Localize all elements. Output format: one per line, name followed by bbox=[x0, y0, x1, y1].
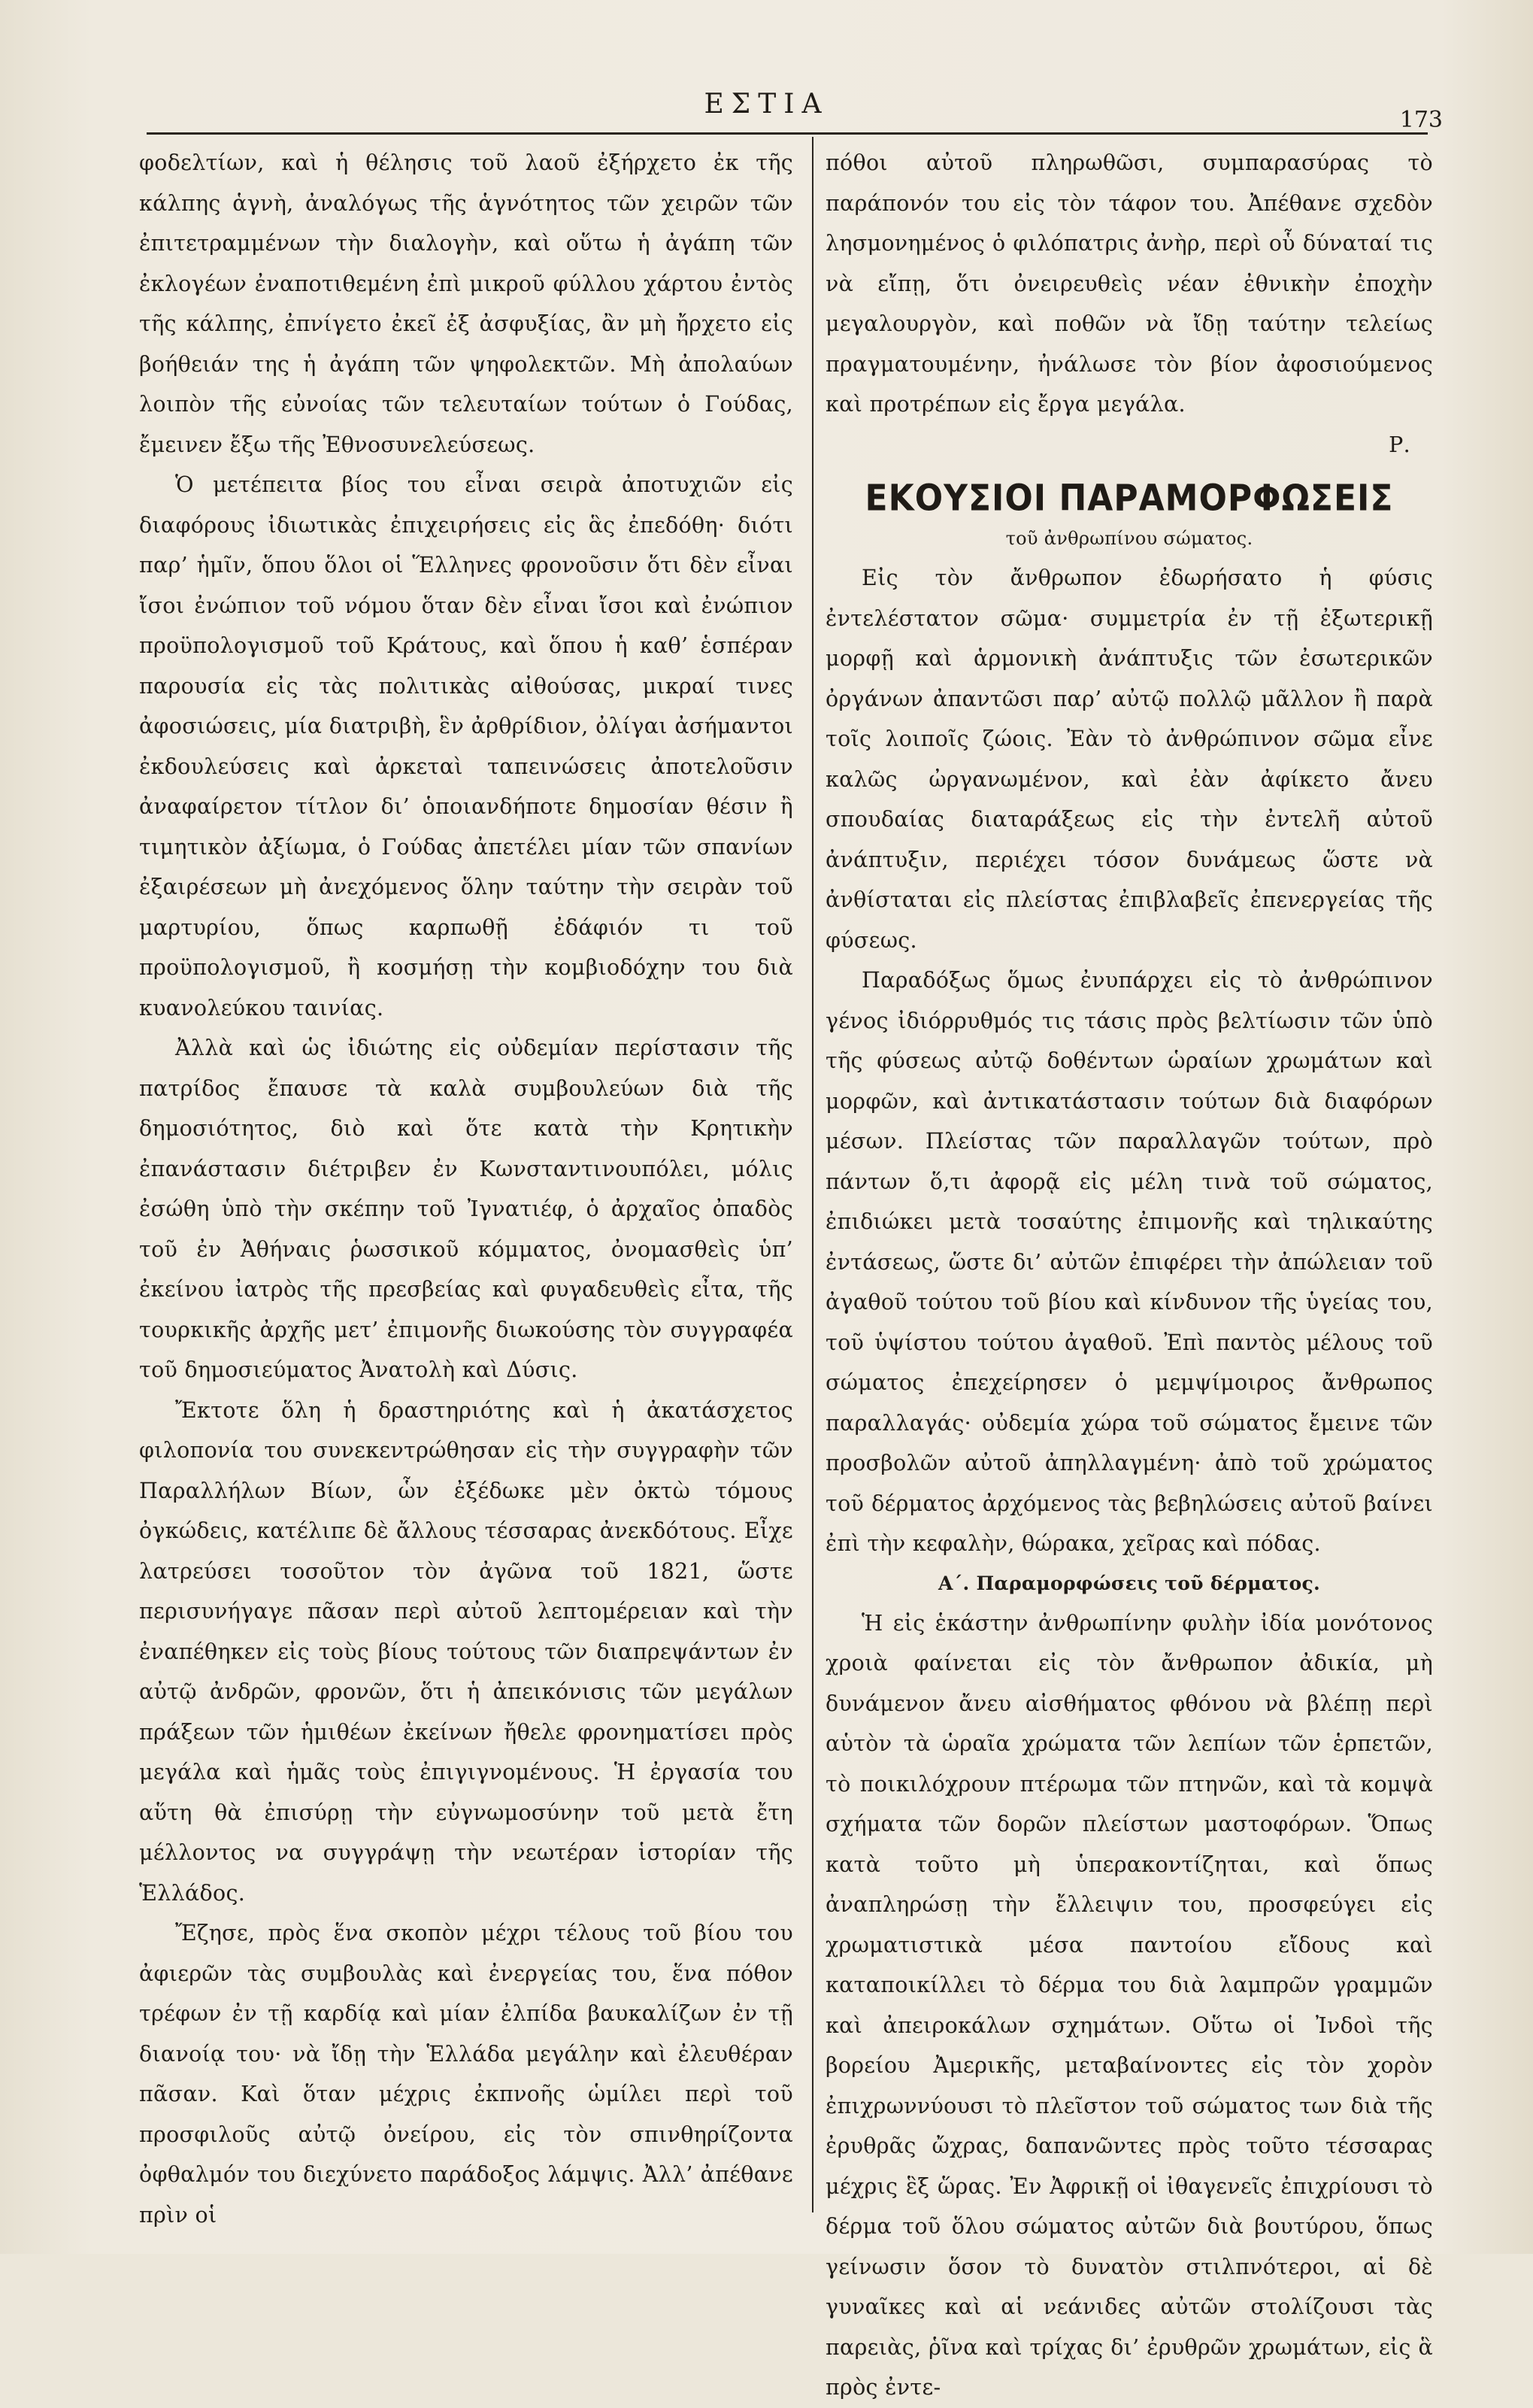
paragraph: φοδελτίων, καὶ ἡ θέλησις τοῦ λαοῦ ἐξήρχετο ἐκ τῆς κάλπης ἁγνὴ, ἀναλόγως τῆς ἁγνότητος τῶν χειρῶν τῶν ἐπιτετραμμένων τὴν διαλογὴν, καὶ οὕτω ἡ ἀγάπη τῶν ἐκλογέων ἐναποτιθεμένη ἐπὶ μικροῦ φύλλου χάρτου ἐντὸς τῆς κάλπης, ἐπνίγετο ἐκεῖ ἐξ ἀσφυξίας, ἂν μὴ ἤρχετο εἰς βοήθειάν της ἡ ἀγάπη τῶν ψηφολεκτῶν. Μὴ ἀπολαύων λοιπὸν τῆς εὐνοίας τῶν τελευταίων τούτων ὁ Γούδας, ἔμεινεν ἔξω τῆς Ἐθνοσυνελεύσεως. bbox=[139, 150, 793, 457]
section-heading: Α΄. Παραμορφώσεις τοῦ δέρματος. bbox=[938, 1572, 1320, 1594]
left-column bbox=[139, 143, 793, 2228]
page-number: 173 bbox=[1399, 107, 1443, 133]
paragraph: Εἰς τὸν ἄνθρωπον ἐδωρήσατο ἡ φύσις ἐντελέστατον σῶμα· συμμετρία ἐν τῇ ἐξωτερικῇ μορφῇ καὶ ἁρμονικὴ ἀνάπτυξις τῶν ἐσωτερικῶν ὀργάνων ἀπαντῶσι παρ’ αὐτῷ πολλῷ μᾶλλον ἢ παρὰ τοῖς λοιποῖς ζώοις. Ἐὰν τὸ ἀνθρώπινον σῶμα εἶνε καλῶς ὠργανωμένον, καὶ ἐὰν ἀφίκετο ἄνευ σπουδαίας διαταράξεως εἰς τὴν ἐντελῆ αὐτοῦ ἀνάπτυξιν, περιέχει τόσον δυνάμεως ὥστε νὰ ἀνθίσταται εἰς πλείστας ἐπιβλαβεῖς ἐπενεργείας τῆς φύσεως. bbox=[826, 566, 1433, 953]
article-subtitle: τοῦ ἀνθρωπίνου σώματος. bbox=[1005, 528, 1253, 549]
running-head: ΕΣΤΙΑ bbox=[704, 89, 829, 120]
paragraph: Ἔζησε, πρὸς ἕνα σκοπὸν μέχρι τέλους τοῦ βίου του ἀφιερῶν τὰς συμβουλὰς καὶ ἐνεργείας του, ἕνα πόθον τρέφων ἐν τῇ καρδίᾳ καὶ μίαν ἐλπίδα βαυκαλίζων ἐν τῇ διανοίᾳ του· νὰ ἴδῃ τὴν Ἑλλάδα μεγάλην καὶ ἐλευθέραν πᾶσαν. Καὶ ὅταν μέχρις ἐκπνοῆς ὡμίλει περὶ τοῦ προσφιλοῦς αὐτῷ ὀνείρου, εἰς τὸν σπινθηρίζοντα ὀφθαλμόν του διεχύνετο παράδοξος λάμψις. Ἀλλ’ ἀπέθανε πρὶν οἱ bbox=[139, 1921, 793, 2228]
paragraph: Παραδόξως ὅμως ἐνυπάρχει εἰς τὸ ἀνθρώπινον γένος ἰδιόρρυθμός τις τάσις πρὸς βελτίωσιν τῶν ὑπὸ τῆς φύσεως αὐτῷ δοθέντων ὡραίων χρωμάτων καὶ μορφῶν, καὶ ἀντικατάστασιν τούτων διὰ διαφόρων μέσων. Πλείστας τῶν παραλλαγῶν τούτων, πρὸ πάντων ὅ,τι ἀφορᾷ εἰς μέλη τινὰ τοῦ σώματος, ἐπιδιώκει μετὰ τοσαύτης ἐπιμονῆς καὶ τηλικαύτης ἐντάσεως, ὥστε δι’ αὐτῶν ἐπιφέρει τὴν ἀπώλειαν τοῦ ἀγαθοῦ τούτου τοῦ βίου καὶ κίνδυνον τῆς ὑγείας του, τοῦ ὑψίστου τούτου ἀγαθοῦ. Ἐπὶ παντὸς μέλους τοῦ σώματος ἐπεχείρησεν ὁ μεμψίμοιρος ἄνθρωπος παραλλαγάς· οὐδεμία χώρα τοῦ σώματος ἔμεινε τῶν προσβολῶν αὐτοῦ ἀπηλλαγμένη· ἀπὸ τοῦ χρώματος τοῦ δέρματος ἀρχόμενος τὰς βεβηλώσεις αὐτοῦ βαίνει ἐπὶ τὴν κεφαλὴν, θώρακα, χεῖρας καὶ πόδας. bbox=[826, 968, 1433, 1556]
continuation-paragraph: πόθοι αὐτοῦ πληρωθῶσι, συμπαρασύρας τὸ παράπονόν του εἰς τὸν τάφον του. Ἀπέθανε σχεδὸν λησμονημένος ὁ φιλόπατρις ἀνὴρ, περὶ οὗ δύναταί τις νὰ εἴπῃ, ὅτι ὀνειρευθεὶς νέαν ἐθνικὴν ἐποχὴν μεγαλουργὸν, καὶ ποθῶν νὰ ἴδῃ ταύτην τελείως πραγματουμένην, ἠνάλωσε τὸν βίον ἀφοσιούμενος καὶ προτρέπων εἰς ἔργα μεγάλα. bbox=[826, 150, 1433, 417]
paragraph: Ὁ μετέπειτα βίος του εἶναι σειρὰ ἀποτυχιῶν εἰς διαφόρους ἰδιωτικὰς ἐπιχειρήσεις εἰς ἃς ἐπεδόθη· διότι παρ’ ἡμῖν, ὅπου ὅλοι οἱ Ἕλληνες φρονοῦσιν ὅτι δὲν εἶναι ἴσοι ἐνώπιον τοῦ νόμου ὅταν δὲν εἶναι ἴσοι καὶ ἐνώπιον προϋπολογισμοῦ τοῦ Κράτους, καὶ ὅπου ἡ καθ’ ἑσπέραν παρουσία εἰς τὰς πολιτικὰς αἰθούσας, μικραί τινες ἀφοσιώσεις, μία διατριβὴ, ἓν ἀρθρίδιον, ὀλίγαι ἀσήμαντοι ἐκδουλεύσεις καὶ ἀρκεταὶ ταπεινώσεις ἀποτελοῦσιν ἀναφαίρετον τίτλον δι’ ὁποιανδήποτε δημοσίαν θέσιν ἢ τιμητικὸν ἀξίωμα, ὁ Γούδας ἀπετέλει μίαν τῶν σπανίων ἐξαιρέσεων μὴ ἀνεχόμενος ὅλην ταύτην τὴν σειρὰν τοῦ μαρτυρίου, ὅπως καρπωθῇ ἐδάφιόν τι τοῦ προϋπολογισμοῦ, ἢ κοσμήσῃ τὴν κομβιοδόχην του διὰ κυανολεύκου ταινίας. bbox=[139, 472, 793, 1021]
article-title: ΕΚΟΥΣΙΟΙ ΠΑΡΑΜΟΡΦΩΣΕΙΣ bbox=[865, 477, 1394, 520]
column-divider bbox=[812, 137, 813, 2212]
paragraph: Ἀλλὰ καὶ ὡς ἰδιώτης εἰς οὐδεμίαν περίστασιν τῆς πατρίδος ἔπαυσε τὰ καλὰ συμβουλεύων διὰ τῆς δημοσιότητος, διὸ καὶ ὅτε κατὰ τὴν Κρητικὴν ἐπανάστασιν διέτριβεν ἐν Κωνσταντινουπόλει, μόλις ἐσώθη ὑπὸ τὴν σκέπην τοῦ Ἰγνατιέφ, ὁ ἀρχαῖος ὀπαδὸς τοῦ ἐν Ἀθήναις ῥωσσικοῦ κόμματος, ὀνομασθεὶς ὑπ’ ἐκείνου ἰατρὸς τῆς πρεσβείας καὶ φυγαδευθεὶς εἶτα, τῆς τουρκικῆς ἀρχῆς μετ’ ἐπιμονῆς διωκούσης τὸν συγγραφέα τοῦ δημοσιεύματος Ἀνατολὴ καὶ Δύσις. bbox=[139, 1036, 793, 1382]
right-column bbox=[826, 143, 1433, 2400]
paragraph: Ἡ εἰς ἑκάστην ἀνθρωπίνην φυλὴν ἰδία μονότονος χροιὰ φαίνεται εἰς τὸν ἄνθρωπον ἀδικία, μὴ δυνάμενον ἄνευ αἰσθήματος φθόνου νὰ βλέπῃ περὶ αὑτὸν τὰ ὡραῖα χρώματα τῶν λεπίων τῶν ἑρπετῶν, τὸ ποικιλόχρουν πτέρωμα τῶν πτηνῶν, καὶ τὰ κομψὰ σχήματα τῶν δορῶν πλείστων μαστοφόρων. Ὅπως κατὰ τοῦτο μὴ ὑπερακοντίζηται, καὶ ὅπως ἀναπληρώσῃ τὴν ἔλλειψιν του, προσφεύγει εἰς χρωματιστικὰ μέσα παντοίου εἴδους καὶ καταποικίλλει τὸ δέρμα του διὰ λαμπρῶν γραμμῶν καὶ ἀπειροκάλων σχημάτων. Οὕτω οἱ Ἰνδοὶ τῆς βορείου Ἀμερικῆς, μεταβαίνοντες εἰς τὸν χορὸν ἐπιχρωννύουσι τὸ πλεῖστον τοῦ σώματος των διὰ τῆς ἐρυθρᾶς ὤχρας, δαπανῶντες πρὸς τοῦτο τέσσαρας μέχρις ἓξ ὥρας. Ἐν Ἀφρικῇ οἱ ἰθαγενεῖς ἐπιχρίουσι τὸ δέρμα τοῦ ὅλου σώματος αὐτῶν διὰ βουτύρου, ὅπως γείνωσιν ὅσον τὸ δυνατὸν στιλπνότεροι, αἱ δὲ γυναῖκες καὶ αἱ νεάνιδες αὐτῶν στολίζουσι τὰς παρειὰς, ῥῖνα καὶ τρίχας δι’ ἐρυθρῶν χρωμάτων, εἰς ἃ πρὸς ἐντε- bbox=[826, 1610, 1433, 2400]
author-signature: Ρ. bbox=[1389, 432, 1410, 457]
header-rule bbox=[147, 132, 1428, 135]
paragraph: Ἔκτοτε ὅλη ἡ δραστηριότης καὶ ἡ ἀκατάσχετος φιλοπονία του συνεκεντρώθησαν εἰς τὴν συγγραφὴν τῶν Παραλλήλων Βίων, ὧν ἐξέδωκε μὲν ὀκτὼ τόμους ὀγκώδεις, κατέλιπε δὲ ἄλλους τέσσαρας ἀνεκδότους. Εἶχε λατρεύσει τοσοῦτον τὸν ἀγῶνα τοῦ 1821, ὥστε περισυνήγαγε πᾶσαν περὶ αὐτοῦ λεπτομέρειαν καὶ τὴν ἐναπέθηκεν εἰς τοὺς βίους τούτους τῶν διαπρεψάντων ἐν αὐτῷ ἀνδρῶν, φρονῶν, ὅτι ἡ ἀπεικόνισις τῶν μεγάλων πράξεων τῶν ἡμιθέων ἐκείνων ἤθελε φρονηματίσει πρὸς μεγάλα καὶ ἡμᾶς τοὺς ἐπιγιγνομένους. Ἡ ἐργασία του αὕτη θὰ ἐπισύρῃ τὴν εὐγνωμοσύνην τοῦ μετὰ ἔτη μέλλοντος να συγγράψῃ τὴν νεωτέραν ἱστορίαν τῆς Ἑλλάδος. bbox=[139, 1397, 793, 1906]
